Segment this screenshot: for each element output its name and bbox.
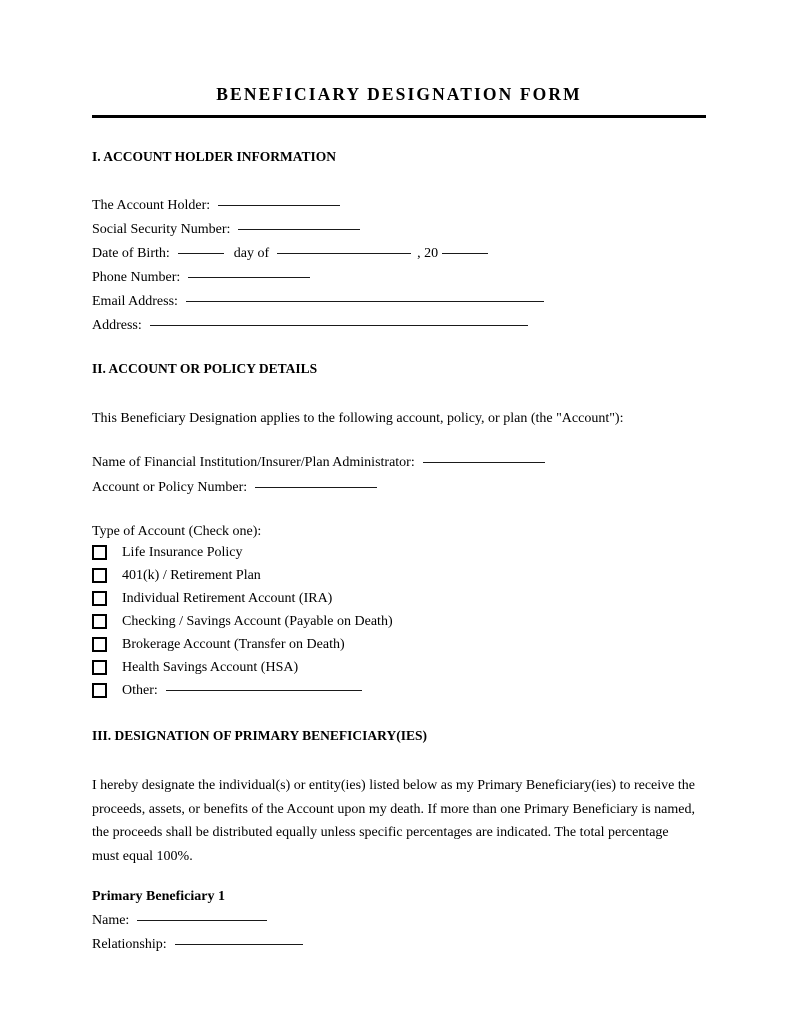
field-row-phone-number xyxy=(92,271,312,285)
field-blank-email-address[interactable] xyxy=(186,300,544,302)
checkbox-row-individual-retirement-account[interactable] xyxy=(92,587,652,610)
field-row-account-number xyxy=(92,481,379,495)
field-row-address xyxy=(92,319,530,333)
field-row-institution-name xyxy=(92,456,547,470)
field-label-phone-number: Phone Number: xyxy=(92,270,181,285)
sub-heading-primary-beneficiary-1: Primary Beneficiary 1 xyxy=(92,889,225,904)
field-label-account-number: Account or Policy Number: xyxy=(92,480,248,495)
checkbox-label: Individual Retirement Account (IRA) xyxy=(122,590,333,606)
field-text-dob-year-prefix: , 20 xyxy=(417,246,439,261)
field-row-account-holder xyxy=(92,199,342,213)
field-label-beneficiary-1-name: Name: xyxy=(92,913,130,928)
checkbox-icon[interactable] xyxy=(92,568,107,583)
checkbox-icon[interactable] xyxy=(92,614,107,629)
field-blank-dob-day[interactable] xyxy=(178,252,224,254)
field-blank-phone-number[interactable] xyxy=(188,276,310,278)
field-blank-beneficiary-1-relationship[interactable] xyxy=(175,943,303,945)
section-2-intro-paragraph: This Beneficiary Designation applies to the following account, policy, or plan (the "Account"): xyxy=(92,411,624,426)
checkbox-row-401k-retirement-plan[interactable] xyxy=(92,564,652,587)
field-text-dob-day-of: day of xyxy=(233,246,270,261)
checkbox-icon[interactable] xyxy=(92,545,107,560)
account-type-checkbox-list xyxy=(92,541,652,702)
field-blank-address[interactable] xyxy=(150,324,528,326)
field-row-date-of-birth xyxy=(92,247,490,261)
account-type-prompt: Type of Account (Check one): xyxy=(92,524,262,539)
checkbox-row-other[interactable] xyxy=(92,679,652,702)
checkbox-label: Brokerage Account (Transfer on Death) xyxy=(122,636,345,652)
field-blank-account-holder[interactable] xyxy=(218,204,340,206)
section-heading-account-holder-information: I. ACCOUNT HOLDER INFORMATION xyxy=(92,149,337,164)
field-blank-other-account-type[interactable] xyxy=(166,689,362,691)
field-blank-ssn[interactable] xyxy=(238,228,360,230)
checkbox-label: Health Savings Account (HSA) xyxy=(122,659,299,675)
field-label-address: Address: xyxy=(92,318,142,333)
field-label-beneficiary-1-relationship: Relationship: xyxy=(92,937,167,952)
field-row-beneficiary-1-relationship xyxy=(92,938,305,952)
field-blank-dob-year[interactable] xyxy=(442,252,488,254)
checkbox-row-life-insurance-policy[interactable] xyxy=(92,541,652,564)
section-heading-account-or-policy-details: II. ACCOUNT OR POLICY DETAILS xyxy=(92,361,318,376)
checkbox-icon[interactable] xyxy=(92,591,107,606)
checkbox-row-health-savings-account[interactable] xyxy=(92,656,652,679)
field-blank-institution-name[interactable] xyxy=(423,461,545,463)
field-label-email-address: Email Address: xyxy=(92,294,178,309)
page-title: BENEFICIARY DESIGNATION FORM xyxy=(216,84,582,104)
checkbox-label: Other: xyxy=(122,682,158,698)
section-heading-designation-of-primary-beneficiaries: III. DESIGNATION OF PRIMARY BENEFICIARY(IES) xyxy=(92,728,427,743)
checkbox-label: 401(k) / Retirement Plan xyxy=(122,567,261,583)
checkbox-icon[interactable] xyxy=(92,637,107,652)
field-label-date-of-birth: Date of Birth: xyxy=(92,246,170,261)
field-label-account-holder: The Account Holder: xyxy=(92,198,211,213)
field-blank-dob-month[interactable] xyxy=(277,252,411,254)
section-3-paragraph: I hereby designate the individual(s) or entity(ies) listed below as my Primary Beneficiary(ies) to receive the proceeds, assets, or benefits of the Account upon my death. If more than one Primary Beneficiary is named, the proceeds shall be distributed equally unless specific percentages are indicated. The total percentage must equal 100%. xyxy=(92,778,695,864)
checkbox-row-brokerage-account[interactable] xyxy=(92,633,652,656)
field-row-email-address xyxy=(92,295,546,309)
checkbox-icon[interactable] xyxy=(92,660,107,675)
field-row-beneficiary-1-name xyxy=(92,914,269,928)
field-label-ssn: Social Security Number: xyxy=(92,222,231,237)
field-label-institution-name: Name of Financial Institution/Insurer/Plan Administrator: xyxy=(92,455,415,470)
checkbox-label: Checking / Savings Account (Payable on Death) xyxy=(122,613,393,629)
checkbox-label: Life Insurance Policy xyxy=(122,544,243,560)
title-divider xyxy=(92,115,706,118)
field-row-ssn xyxy=(92,223,362,237)
checkbox-label-other-wrapper xyxy=(122,683,364,699)
field-blank-account-number[interactable] xyxy=(255,486,377,488)
checkbox-row-checking-savings-account[interactable] xyxy=(92,610,652,633)
checkbox-icon[interactable] xyxy=(92,683,107,698)
field-blank-beneficiary-1-name[interactable] xyxy=(137,919,267,921)
